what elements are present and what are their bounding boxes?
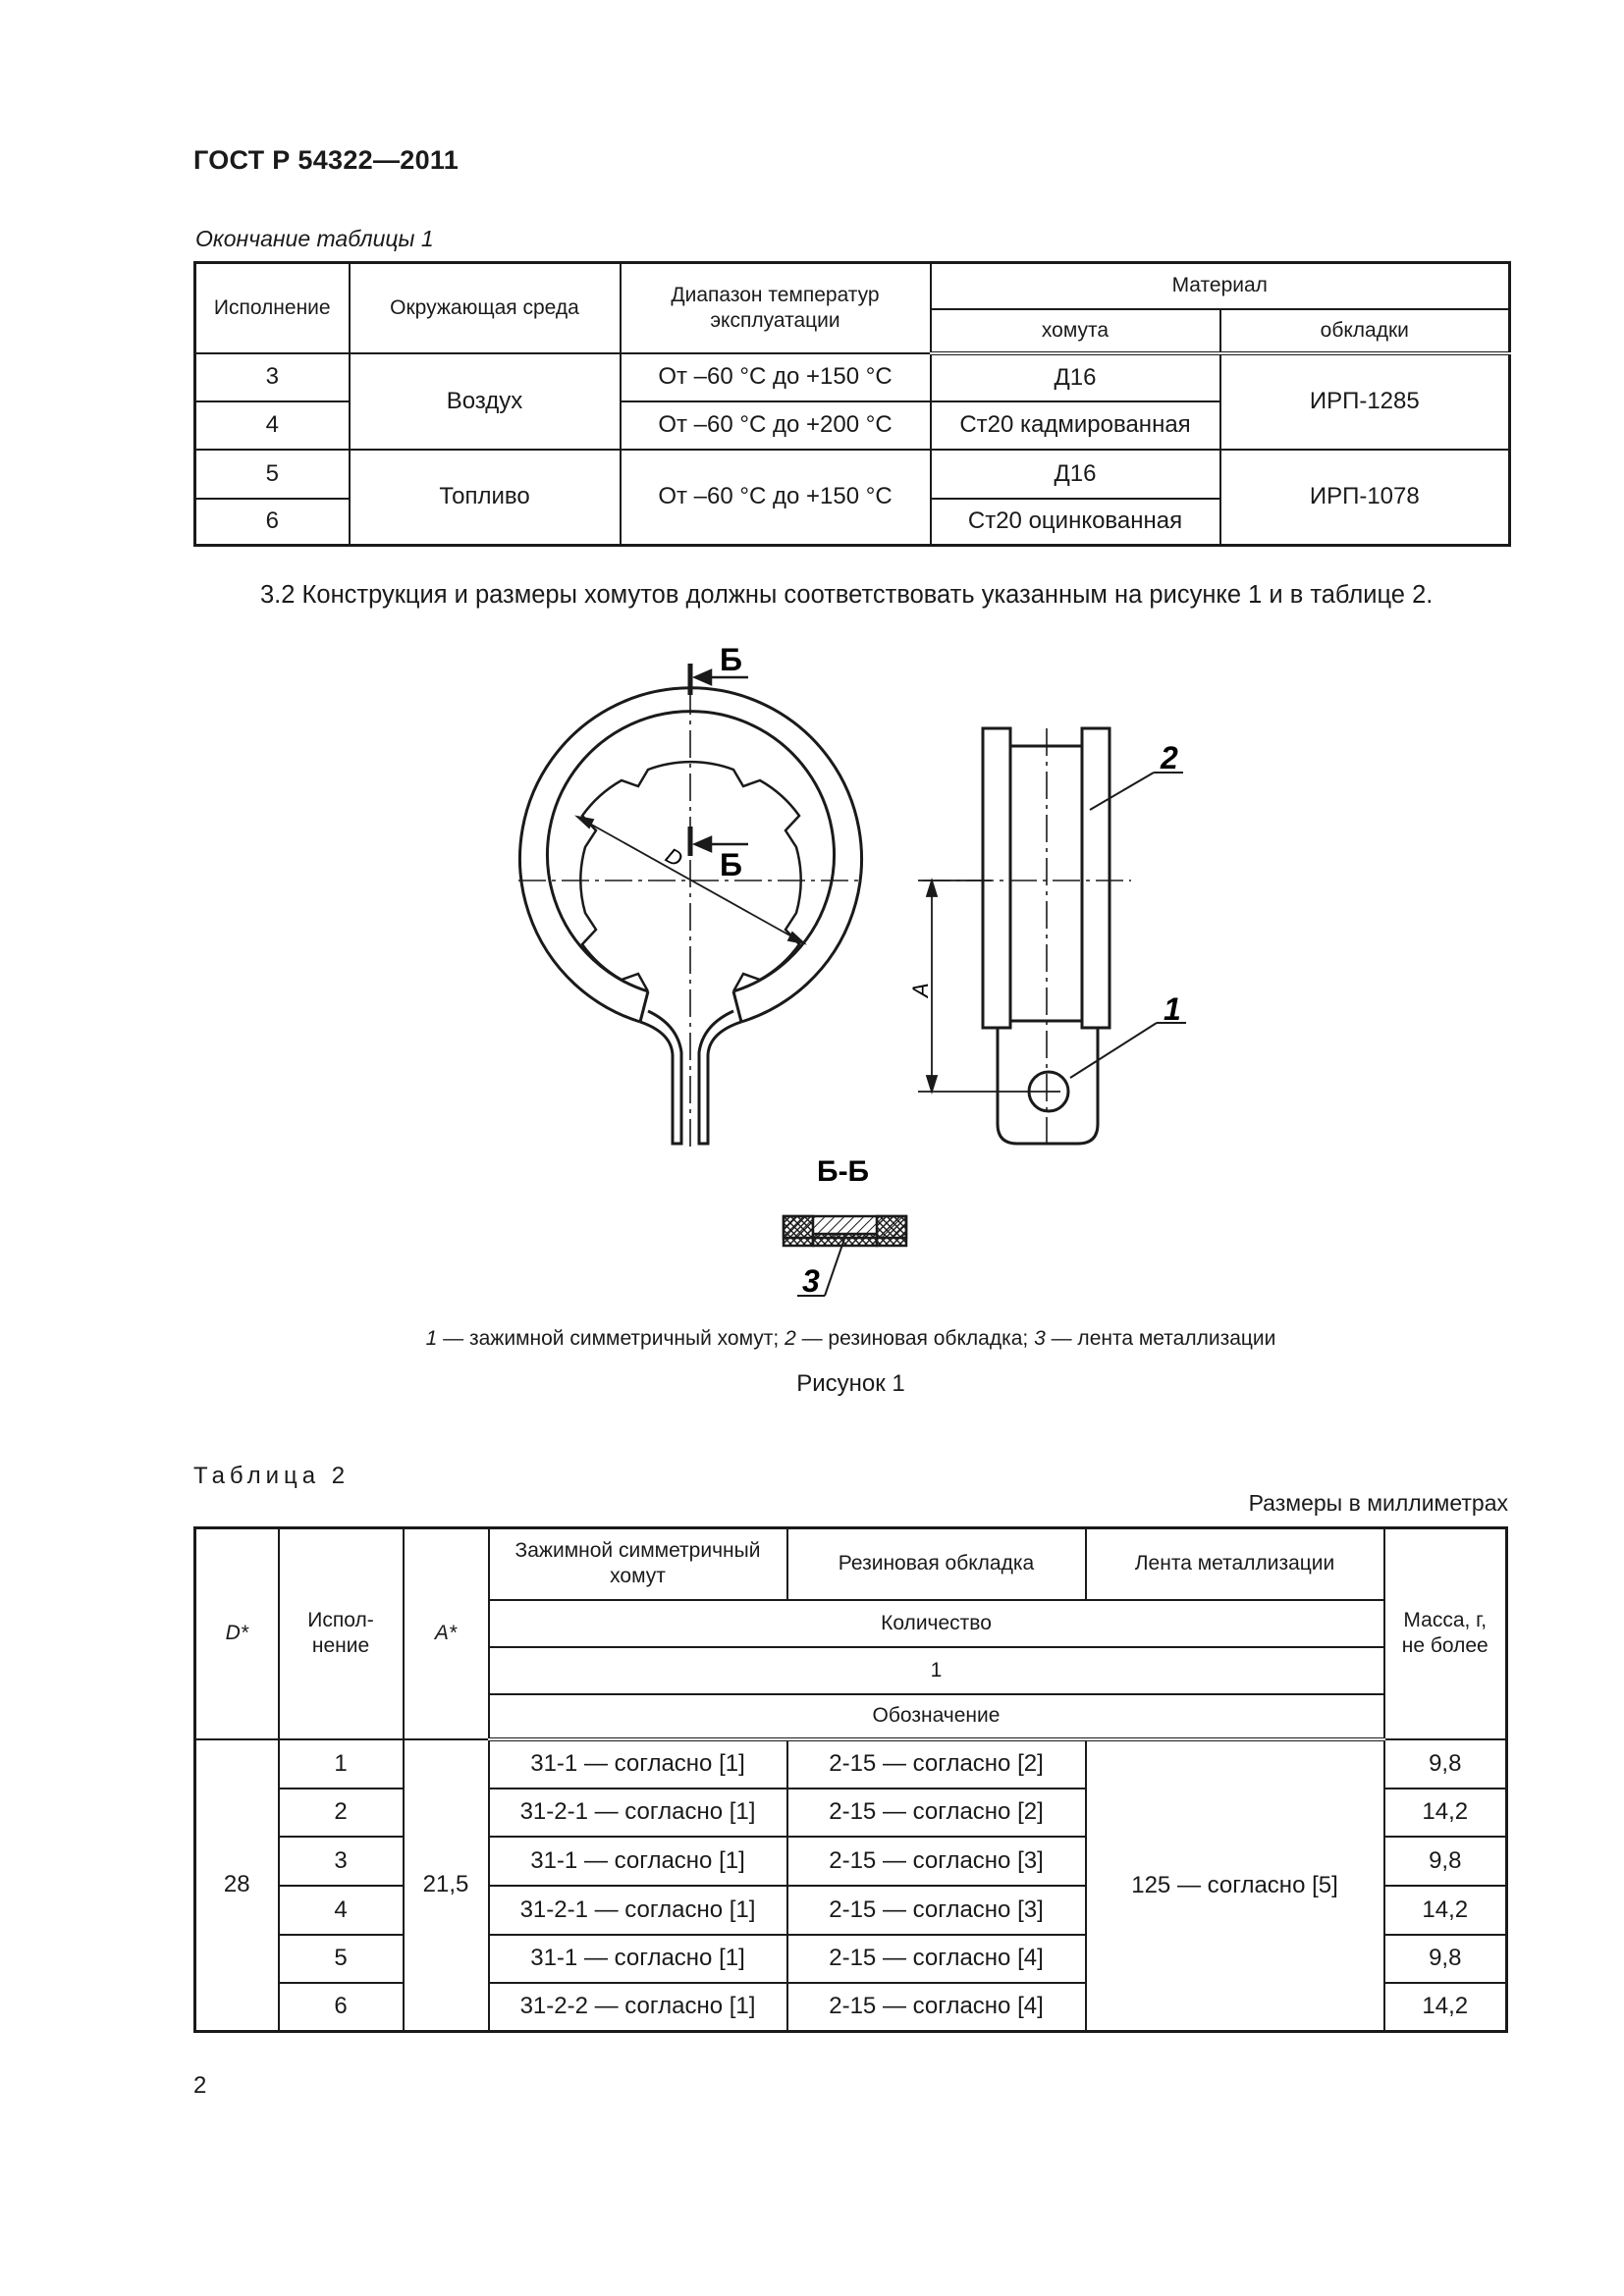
table1-cell-temp: От –60 °С до +150 °С [621,450,931,546]
table2-cell-mass: 14,2 [1384,1886,1507,1935]
table2-cell-lining: 2-15 — согласно [4] [787,1983,1086,2032]
legend-number-3: 3 [1034,1327,1046,1350]
header-quantity-value: 1 [489,1647,1384,1694]
paragraph-3-2: 3.2 Конструкция и размеры хомутов должны соответствовать указанным на рисунке 1 и в таблице 2. [260,581,1434,609]
header-material: Материал [931,263,1510,309]
centerlines [518,687,864,1148]
table2-cell-lining: 2-15 — согласно [2] [787,1789,1086,1837]
table2-cell-num: 1 [279,1739,404,1789]
table1-cell-environment: Топливо [350,450,621,546]
legend-number-1: 1 [425,1327,438,1350]
table2-cell-lining: 2-15 — согласно [3] [787,1886,1086,1935]
table1-cell-num: 6 [195,499,350,546]
header-mass: Масса, г, не более [1384,1528,1507,1739]
header-temp-range: Диапазон температур эксплуатации [621,263,931,353]
header-clamp: хомута [931,309,1220,353]
table1-cell-clamp: Ст20 оцинкованная [931,499,1220,546]
dimension-a-label: А [908,983,933,997]
header-environment: Окружающая среда [350,263,621,353]
callout-1: 1 [1164,991,1181,1027]
table2-cell-lining: 2-15 — согласно [3] [787,1837,1086,1886]
table2-cell-lining: 2-15 — согласно [2] [787,1739,1086,1789]
table2-cell-clamp: 31-1 — согласно [1] [489,1739,787,1789]
table1-cell-lining: ИРП-1285 [1220,353,1510,450]
table2-cell-mass: 9,8 [1384,1935,1507,1983]
section-view [784,1216,906,1246]
table2-cell-num: 4 [279,1886,404,1935]
table2-title: Таблица 2 [193,1463,351,1489]
document-header: ГОСТ Р 54322—2011 [193,145,460,175]
section-title: Б-Б [817,1155,870,1188]
side-centerlines [923,728,1131,1148]
callout-leaders [1070,773,1186,1078]
table1-caption: Окончание таблицы 1 [195,226,434,251]
dimension-a [918,881,1060,1092]
legend-text-2: — резиновая обкладка; [795,1327,1035,1350]
table2 [193,1526,1508,2033]
figure-caption: Рисунок 1 [796,1370,905,1397]
table2-cell-clamp: 31-2-1 — согласно [1] [489,1789,787,1837]
page-number: 2 [193,2072,207,2099]
header-execution: Испол-нение [279,1528,404,1739]
legend-number-2: 2 [785,1327,796,1350]
table2-cell-num: 5 [279,1935,404,1983]
table1-cell-num: 4 [195,401,350,450]
header-lining: Резиновая обкладка [787,1528,1086,1600]
header-quantity: Количество [489,1600,1384,1647]
table2-cell-mass: 14,2 [1384,1789,1507,1837]
table2-cell-num: 3 [279,1837,404,1886]
table2-cell-mass: 9,8 [1384,1837,1507,1886]
section-arrows [695,670,748,851]
section-mark-mid: Б [720,847,742,882]
header-execution: Исполнение [195,263,350,353]
table2-cell-clamp: 31-1 — согласно [1] [489,1837,787,1886]
table2-cell-num: 2 [279,1789,404,1837]
table2-cell-lining: 2-15 — согласно [4] [787,1935,1086,1983]
table2-cell-num: 6 [279,1983,404,2032]
legend-text-3: — лента металлизации [1045,1327,1276,1350]
table2-cell-clamp: 31-1 — согласно [1] [489,1935,787,1983]
diameter-label: D [661,842,687,873]
header-tape: Лента металлизации [1086,1528,1384,1600]
header-a: А* [404,1528,489,1739]
table2-cell-clamp: 31-2-1 — согласно [1] [489,1886,787,1935]
table1-cell-num: 5 [195,450,350,499]
table2-cell-tape: 125 — согласно [5] [1086,1739,1384,2032]
callout-2: 2 [1161,740,1178,775]
legend-text-1: — зажимной симметричный хомут; [437,1327,785,1350]
table2-cell-mass: 14,2 [1384,1983,1507,2032]
table1-cell-num: 3 [195,353,350,401]
callout-3: 3 [802,1263,820,1299]
table2-units: Размеры в миллиметрах [1248,1490,1508,1516]
table1-cell-clamp: Д16 [931,353,1220,401]
header-lining: обкладки [1220,309,1510,353]
table1-cell-environment: Воздух [350,353,621,450]
section-mark-top: Б [720,642,742,677]
table1-cell-temp: От –60 °С до +150 °С [621,353,931,401]
table1-cell-temp: От –60 °С до +200 °С [621,401,931,450]
table1-cell-lining: ИРП-1078 [1220,450,1510,546]
table1-cell-clamp: Ст20 кадмированная [931,401,1220,450]
table1-cell-clamp: Д16 [931,450,1220,499]
table2-cell-d: 28 [195,1739,279,2032]
table2-cell-clamp: 31-2-2 — согласно [1] [489,1983,787,2032]
header-d: D* [195,1528,279,1739]
header-clamp: Зажимной симметричный хомут [489,1528,787,1600]
table2-cell-mass: 9,8 [1384,1739,1507,1789]
table2-cell-a: 21,5 [404,1739,489,2032]
figure-legend [0,1327,1624,1351]
header-designation: Обозначение [489,1694,1384,1739]
